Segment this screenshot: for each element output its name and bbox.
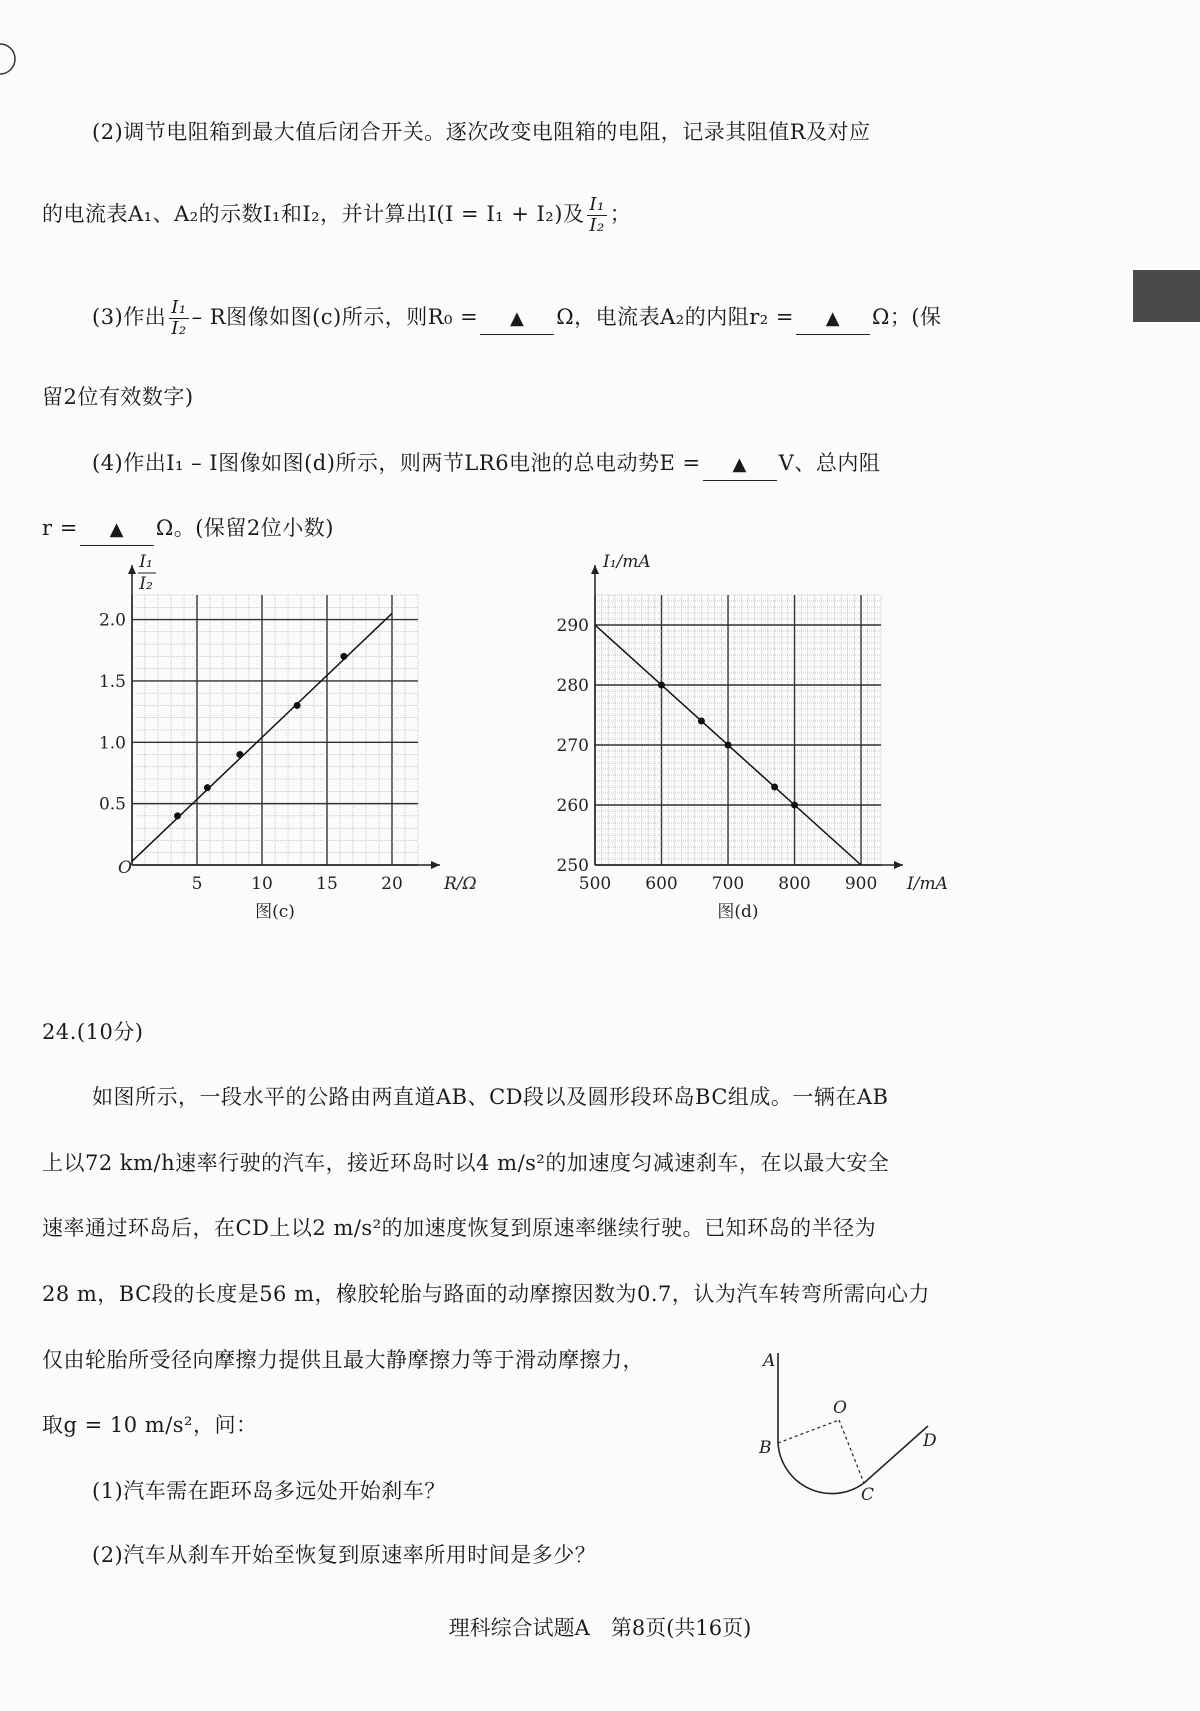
q24-paragraph-2: 上以72 km/h速率行驶的汽车，接近环岛时以4 m/s²的加速度匀减速刹车，在以最大安全 bbox=[42, 1151, 890, 1175]
fraction-denominator: I₂ bbox=[171, 318, 187, 339]
q23-step3-fraction bbox=[169, 298, 188, 339]
page-footer: 理科综合试题A 第8页(共16页) bbox=[448, 1616, 752, 1640]
x-axis-label: I/mA bbox=[907, 874, 948, 894]
q23-step2-line2 bbox=[42, 195, 631, 236]
x-axis-arrow bbox=[431, 861, 440, 869]
edge-marker-block bbox=[1133, 270, 1200, 322]
data-point bbox=[174, 812, 181, 819]
label-b: B bbox=[759, 1438, 772, 1458]
q23-step3-text-b: – R图像如图(c)所示，则R₀ = bbox=[191, 305, 479, 329]
label-o: O bbox=[833, 1398, 847, 1418]
x-tick-label: 15 bbox=[316, 874, 338, 894]
q23-step4-text-b: V、总内阻 bbox=[778, 451, 881, 475]
y-axis-arrow bbox=[591, 565, 599, 574]
q24-heading: 24.(10分) bbox=[42, 1020, 144, 1044]
q23-step3-text-a: (3)作出 bbox=[92, 305, 167, 329]
q23-step3-line1 bbox=[92, 298, 942, 339]
q23-step2-line1: (2)调节电阻箱到最大值后闭合开关。逐次改变电阻箱的电阻，记录其阻值R及对应 bbox=[92, 120, 871, 144]
roundabout-diagram bbox=[745, 1338, 945, 1505]
binding-hole-mark bbox=[0, 40, 20, 80]
q24-paragraph-4: 28 m，BC段的长度是56 m，橡胶轮胎与路面的动摩擦因数为0.7，认为汽车转弯所需向心力 bbox=[42, 1282, 930, 1306]
answer-blank-internal-r[interactable] bbox=[80, 513, 154, 546]
q23-step4-text-c: r = bbox=[42, 516, 78, 540]
q23-step4-text-a: (4)作出I₁ – I图像如图(d)所示，则两节LR6电池的总电动势E = bbox=[92, 451, 701, 475]
y-tick-label: 1.5 bbox=[98, 671, 126, 692]
x-tick-label: 800 bbox=[778, 874, 811, 894]
blank-marker: ▲ bbox=[825, 308, 841, 329]
data-point bbox=[725, 742, 732, 749]
data-point bbox=[658, 682, 665, 689]
label-a: A bbox=[763, 1351, 776, 1371]
radius-ob bbox=[778, 1420, 839, 1443]
data-point bbox=[340, 653, 347, 660]
figure-caption: 图(d) bbox=[717, 902, 759, 922]
q23-step4-line1 bbox=[92, 448, 880, 481]
q23-step2-text: 的电流表A₁、A₂的示数I₁和I₂，并计算出I(I = I₁ + I₂)及 bbox=[42, 202, 585, 226]
data-point bbox=[791, 802, 798, 809]
x-tick-label: 10 bbox=[251, 874, 273, 894]
y-tick-label: 270 bbox=[556, 736, 589, 756]
blank-marker: ▲ bbox=[732, 454, 747, 475]
blank-marker: ▲ bbox=[109, 519, 124, 540]
x-tick-label: 500 bbox=[578, 874, 612, 894]
q23-step4-line2 bbox=[42, 513, 334, 546]
q23-step2-fraction bbox=[587, 195, 606, 236]
q24-paragraph-3: 速率通过环岛后，在CD上以2 m/s²的加速度恢复到原速率继续行驶。已知环岛的半径为 bbox=[42, 1216, 877, 1240]
y-tick-label: 1.0 bbox=[98, 733, 126, 754]
origin-label: O bbox=[118, 858, 132, 878]
y-tick-label: 2.0 bbox=[98, 610, 126, 631]
x-tick-label: 700 bbox=[711, 874, 745, 894]
data-point bbox=[771, 784, 778, 791]
y-tick-label: 0.5 bbox=[98, 794, 126, 815]
q24-ask-1: (1)汽车需在距环岛多远处开始刹车？ bbox=[92, 1479, 446, 1503]
data-point bbox=[698, 718, 705, 725]
x-axis-arrow bbox=[894, 861, 903, 869]
q24-paragraph-1: 如图所示，一段水平的公路由两直道AB、CD段以及圆形段环岛BC组成。一辆在AB bbox=[92, 1085, 889, 1109]
x-tick-label: 20 bbox=[381, 874, 403, 894]
q24-ask-2: (2)汽车从刹车开始至恢复到原速率所用时间是多少？ bbox=[92, 1543, 597, 1567]
x-tick-label: 600 bbox=[645, 874, 678, 894]
radius-oc bbox=[839, 1420, 864, 1483]
fraction-numerator: I₁ bbox=[589, 194, 605, 215]
q24-paragraph-5: 仅由轮胎所受径向摩擦力提供且最大静摩擦力等于滑动摩擦力， bbox=[42, 1348, 644, 1372]
chart-d bbox=[545, 552, 965, 975]
y-tick-label: 250 bbox=[556, 856, 589, 876]
figure-caption: 图(c) bbox=[255, 902, 295, 922]
y-axis-label: I₁/mA bbox=[603, 552, 651, 572]
q23-step3-line2: 留2位有效数字) bbox=[42, 385, 194, 409]
q24-paragraph-6: 取g = 10 m/s²，问： bbox=[42, 1413, 258, 1437]
x-tick-label: 5 bbox=[191, 874, 203, 894]
answer-blank-r0[interactable] bbox=[480, 302, 554, 335]
q23-step2-end: ； bbox=[609, 202, 632, 226]
label-d: D bbox=[923, 1431, 937, 1451]
q23-step4-text-d: Ω。(保留2位小数) bbox=[155, 516, 334, 540]
q23-step3-text-c: Ω，电流表A₂的内阻r₂ = bbox=[556, 305, 794, 329]
answer-blank-r2[interactable] bbox=[796, 302, 870, 335]
y-tick-label: 290 bbox=[556, 616, 589, 636]
data-point bbox=[236, 751, 243, 758]
y-axis-label-denominator: I₂ bbox=[139, 574, 153, 594]
y-tick-label: 260 bbox=[556, 796, 589, 816]
road-path bbox=[778, 1353, 928, 1494]
x-axis-label: R/Ω bbox=[444, 874, 477, 894]
data-point bbox=[294, 702, 301, 709]
fraction-denominator: I₂ bbox=[589, 215, 605, 236]
y-tick-label: 280 bbox=[556, 676, 589, 696]
blank-marker: ▲ bbox=[510, 308, 525, 329]
data-point bbox=[204, 784, 211, 791]
label-c: C bbox=[861, 1485, 875, 1505]
y-axis-label-numerator: I₁ bbox=[139, 552, 153, 572]
chart-c bbox=[98, 552, 510, 975]
x-tick-label: 900 bbox=[844, 874, 878, 894]
q23-step3-text-d: Ω；(保 bbox=[871, 305, 942, 329]
answer-blank-emf[interactable] bbox=[703, 448, 777, 481]
y-axis-arrow bbox=[128, 565, 136, 574]
fraction-numerator: I₁ bbox=[171, 297, 187, 318]
